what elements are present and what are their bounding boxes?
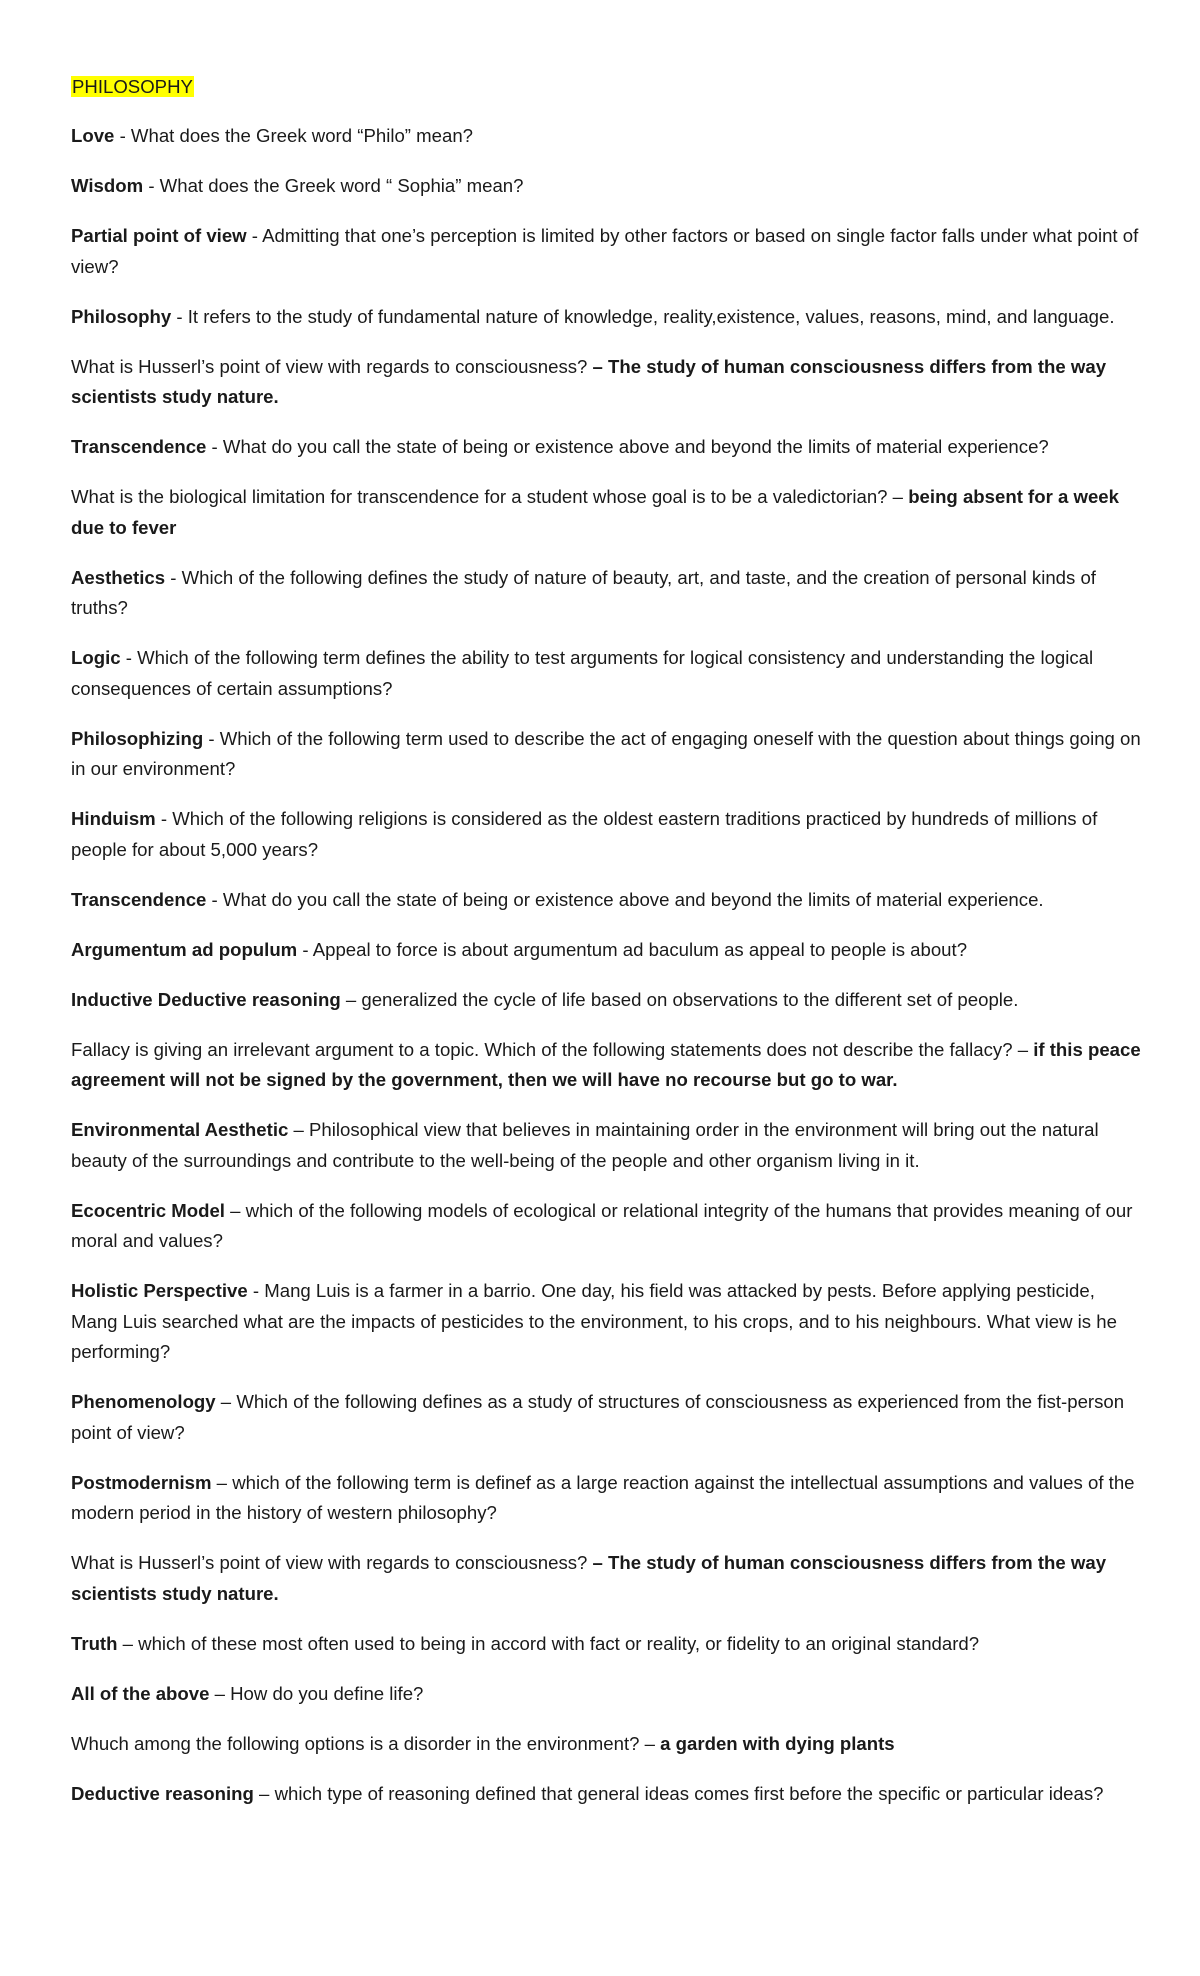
qa-item: [71, 302, 1143, 333]
qa-item: [71, 1387, 1143, 1448]
question-text: – How do you define life?: [209, 1682, 424, 1704]
question-text: – Which of the following defines as a study of structures of consciousness as experienced from the fist-person point of view?: [71, 1391, 1125, 1443]
qa-item: [71, 482, 1143, 543]
qa-item: [71, 724, 1143, 785]
qa-item: [71, 121, 1143, 152]
question-text: – which of these most often used to being in accord with fact or reality, or fidelity to an original standard?: [117, 1632, 980, 1654]
answer-term: Aesthetics: [71, 566, 166, 588]
answer-term: Transcendence: [71, 436, 207, 457]
answer-term: Transcendence: [71, 888, 207, 910]
question-text: – which of the following term is definef as a large reaction against the intellectual assumptions and values of the modern period in the history of western philosophy?: [71, 1471, 1135, 1523]
qa-item: [71, 1629, 1143, 1660]
answer-term: Environmental Aesthetic: [71, 1119, 289, 1140]
answer-term: Philosophizing: [71, 727, 204, 749]
answer-term: being absent for a week due to fever: [71, 486, 1119, 538]
question-text: What is the biological limitation for transcendence for a student whose goal is to be a valedictorian? –: [71, 486, 909, 507]
qa-item: [71, 352, 1143, 413]
answer-term: a garden with dying plants: [660, 1732, 895, 1754]
qa-item: [71, 1729, 1143, 1760]
answer-term: Philosophy: [71, 305, 172, 327]
qa-item: [71, 1115, 1143, 1176]
qa-item: [71, 1276, 1143, 1368]
question-text: Whuch among the following options is a disorder in the environment? –: [71, 1732, 661, 1754]
answer-term: Ecocentric Model: [71, 1199, 225, 1221]
qa-item: [71, 643, 1143, 704]
qa-item: [71, 804, 1143, 865]
question-text: - What does the Greek word “ Sophia” mean?: [143, 175, 524, 196]
qa-item: [71, 1035, 1143, 1096]
answer-term: Deductive reasoning: [71, 1782, 254, 1804]
title-line: [71, 72, 1143, 102]
qa-item: [71, 935, 1143, 966]
answer-term: Postmodernism: [71, 1471, 212, 1493]
question-text: Fallacy is giving an irrelevant argument to a topic. Which of the following statements does not describe the fallacy? –: [71, 1038, 1034, 1060]
answer-term: Wisdom: [71, 175, 144, 196]
answer-term: – The study of human consciousness differs from the way scientists study nature.: [71, 1552, 1107, 1604]
qa-item: [71, 1196, 1143, 1257]
answer-term: Love: [71, 125, 115, 146]
answer-term: Truth: [71, 1632, 118, 1654]
question-text: - What does the Greek word “Philo” mean?: [114, 125, 474, 146]
answer-term: Hinduism: [71, 808, 156, 829]
document-title: PHILOSOPHY: [72, 76, 193, 97]
question-text: – which of the following models of ecological or relational integrity of the humans that provides meaning of our moral and values?: [71, 1199, 1133, 1251]
question-text: – Philosophical view that believes in maintaining order in the environment will bring out the natural beauty of the surroundings and contribute to the well-being of the people and other organism living in it.: [71, 1119, 1099, 1171]
document-body: [71, 72, 1143, 1829]
answer-term: – The study of human consciousness differs from the way scientists study nature.: [71, 355, 1107, 407]
question-text: - It refers to the study of fundamental nature of knowledge, reality,existence, values, reasons, mind, and language.: [171, 305, 1115, 327]
question-text: - Which of the following term used to describe the act of engaging oneself with the question about things going on in our environment?: [71, 727, 1141, 779]
qa-item: [71, 1679, 1143, 1710]
answer-term: Logic: [71, 647, 121, 668]
qa-item: [71, 1548, 1143, 1609]
qa-item: [71, 171, 1143, 202]
question-text: - What do you call the state of being or existence above and beyond the limits of material experience.: [206, 888, 1044, 910]
question-text: What is Husserl’s point of view with regards to consciousness?: [71, 355, 593, 377]
qa-item: [71, 985, 1143, 1016]
question-text: - Appeal to force is about argumentum ad baculum as appeal to people is about?: [297, 938, 968, 960]
question-text: – which type of reasoning defined that general ideas comes first before the specific or particular ideas?: [253, 1782, 1104, 1804]
answer-term: Phenomenology: [71, 1391, 216, 1412]
question-text: What is Husserl’s point of view with regards to consciousness?: [71, 1552, 593, 1573]
answer-term: Inductive Deductive reasoning: [71, 988, 341, 1010]
qa-item: [71, 1468, 1143, 1529]
question-text: - Admitting that one’s perception is limited by other factors or based on single factor falls under what point of view?: [71, 225, 1139, 277]
answer-term: All of the above: [71, 1682, 210, 1704]
answer-term: Argumentum ad populum: [71, 938, 298, 960]
qa-item: [71, 432, 1143, 463]
qa-item: [71, 885, 1143, 916]
answer-term: Partial point of view: [71, 225, 247, 246]
question-text: - Which of the following religions is considered as the oldest eastern traditions practiced by hundreds of millions of people for about 5,000 years?: [71, 808, 1098, 860]
question-text: – generalized the cycle of life based on observations to the different set of people.: [340, 988, 1019, 1010]
qa-item: [71, 221, 1143, 282]
qa-item: [71, 563, 1143, 624]
question-text: - Which of the following term defines the ability to test arguments for logical consistency and understanding the logical consequences of certain assumptions?: [71, 647, 1094, 699]
question-text: - What do you call the state of being or existence above and beyond the limits of material experience?: [206, 436, 1049, 457]
answer-term: if this peace agreement will not be signed by the government, then we will have no recourse but go to war.: [71, 1038, 1141, 1090]
question-text: - Which of the following defines the study of nature of beauty, art, and taste, and the creation of personal kinds of truths?: [71, 566, 1096, 618]
qa-item: [71, 1779, 1143, 1810]
question-text: - Mang Luis is a farmer in a barrio. One day, his field was attacked by pests. Before applying pesticide, Mang Luis searched what are the impacts of pesticides to the environment, to his crops, and to his neighbours. What view is he performing?: [71, 1280, 1117, 1362]
answer-term: Holistic Perspective: [71, 1280, 248, 1301]
